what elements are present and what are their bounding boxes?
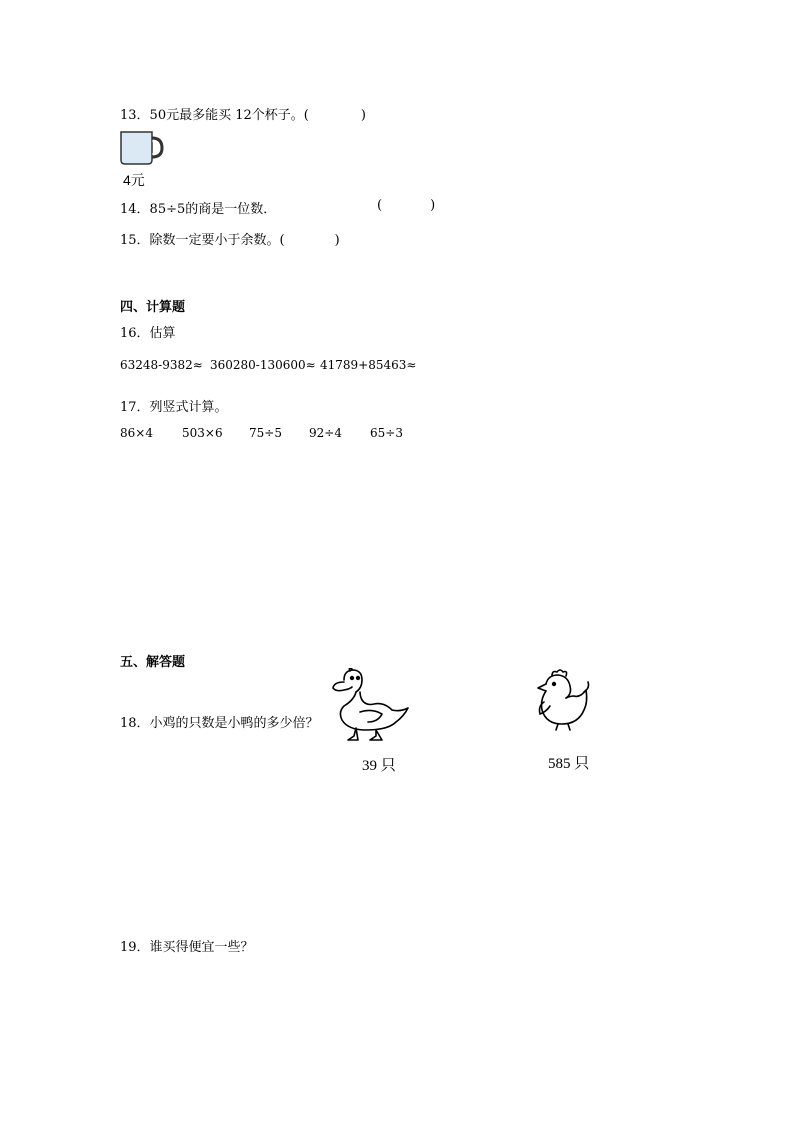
q15-text: 15．除数一定要小于余数。( ) (120, 233, 340, 248)
q19-text: 19．谁买得便宜一些？ (120, 940, 254, 955)
q14-answer-blank: ( ) (377, 198, 436, 213)
section-5-heading: 五、解答题 (120, 655, 186, 670)
duck-icon (330, 668, 410, 744)
q13-text: 13．50元最多能买 12个杯子。( ) (120, 108, 366, 123)
q18-text: 18．小鸡的只数是小鸭的多少倍？ (120, 716, 319, 731)
section-4-heading: 四、计算题 (120, 300, 186, 315)
cup-price-label: 4元 (123, 172, 145, 188)
q17-item-1: 86×4 (120, 426, 153, 440)
cup-icon (118, 130, 164, 166)
q16-title: 16．估算 (120, 326, 176, 341)
q16-item-1: 63248-9382≈ (120, 358, 203, 372)
q16-item-3: 41789+85463≈ (320, 358, 417, 372)
q16-item-2: 360280-130600≈ (210, 358, 316, 372)
duck-count-label: 39 只 (362, 758, 396, 774)
q17-item-4: 92÷4 (309, 426, 342, 440)
chick-icon (528, 668, 592, 732)
q17-item-5: 65÷3 (370, 426, 403, 440)
q14-text: 14．85÷5的商是一位数． (120, 202, 277, 217)
q17-title: 17．列竖式计算。 (120, 400, 228, 415)
q17-item-2: 503×6 (182, 426, 223, 440)
chick-count-label: 585 只 (548, 756, 590, 772)
q17-item-3: 75÷5 (249, 426, 282, 440)
